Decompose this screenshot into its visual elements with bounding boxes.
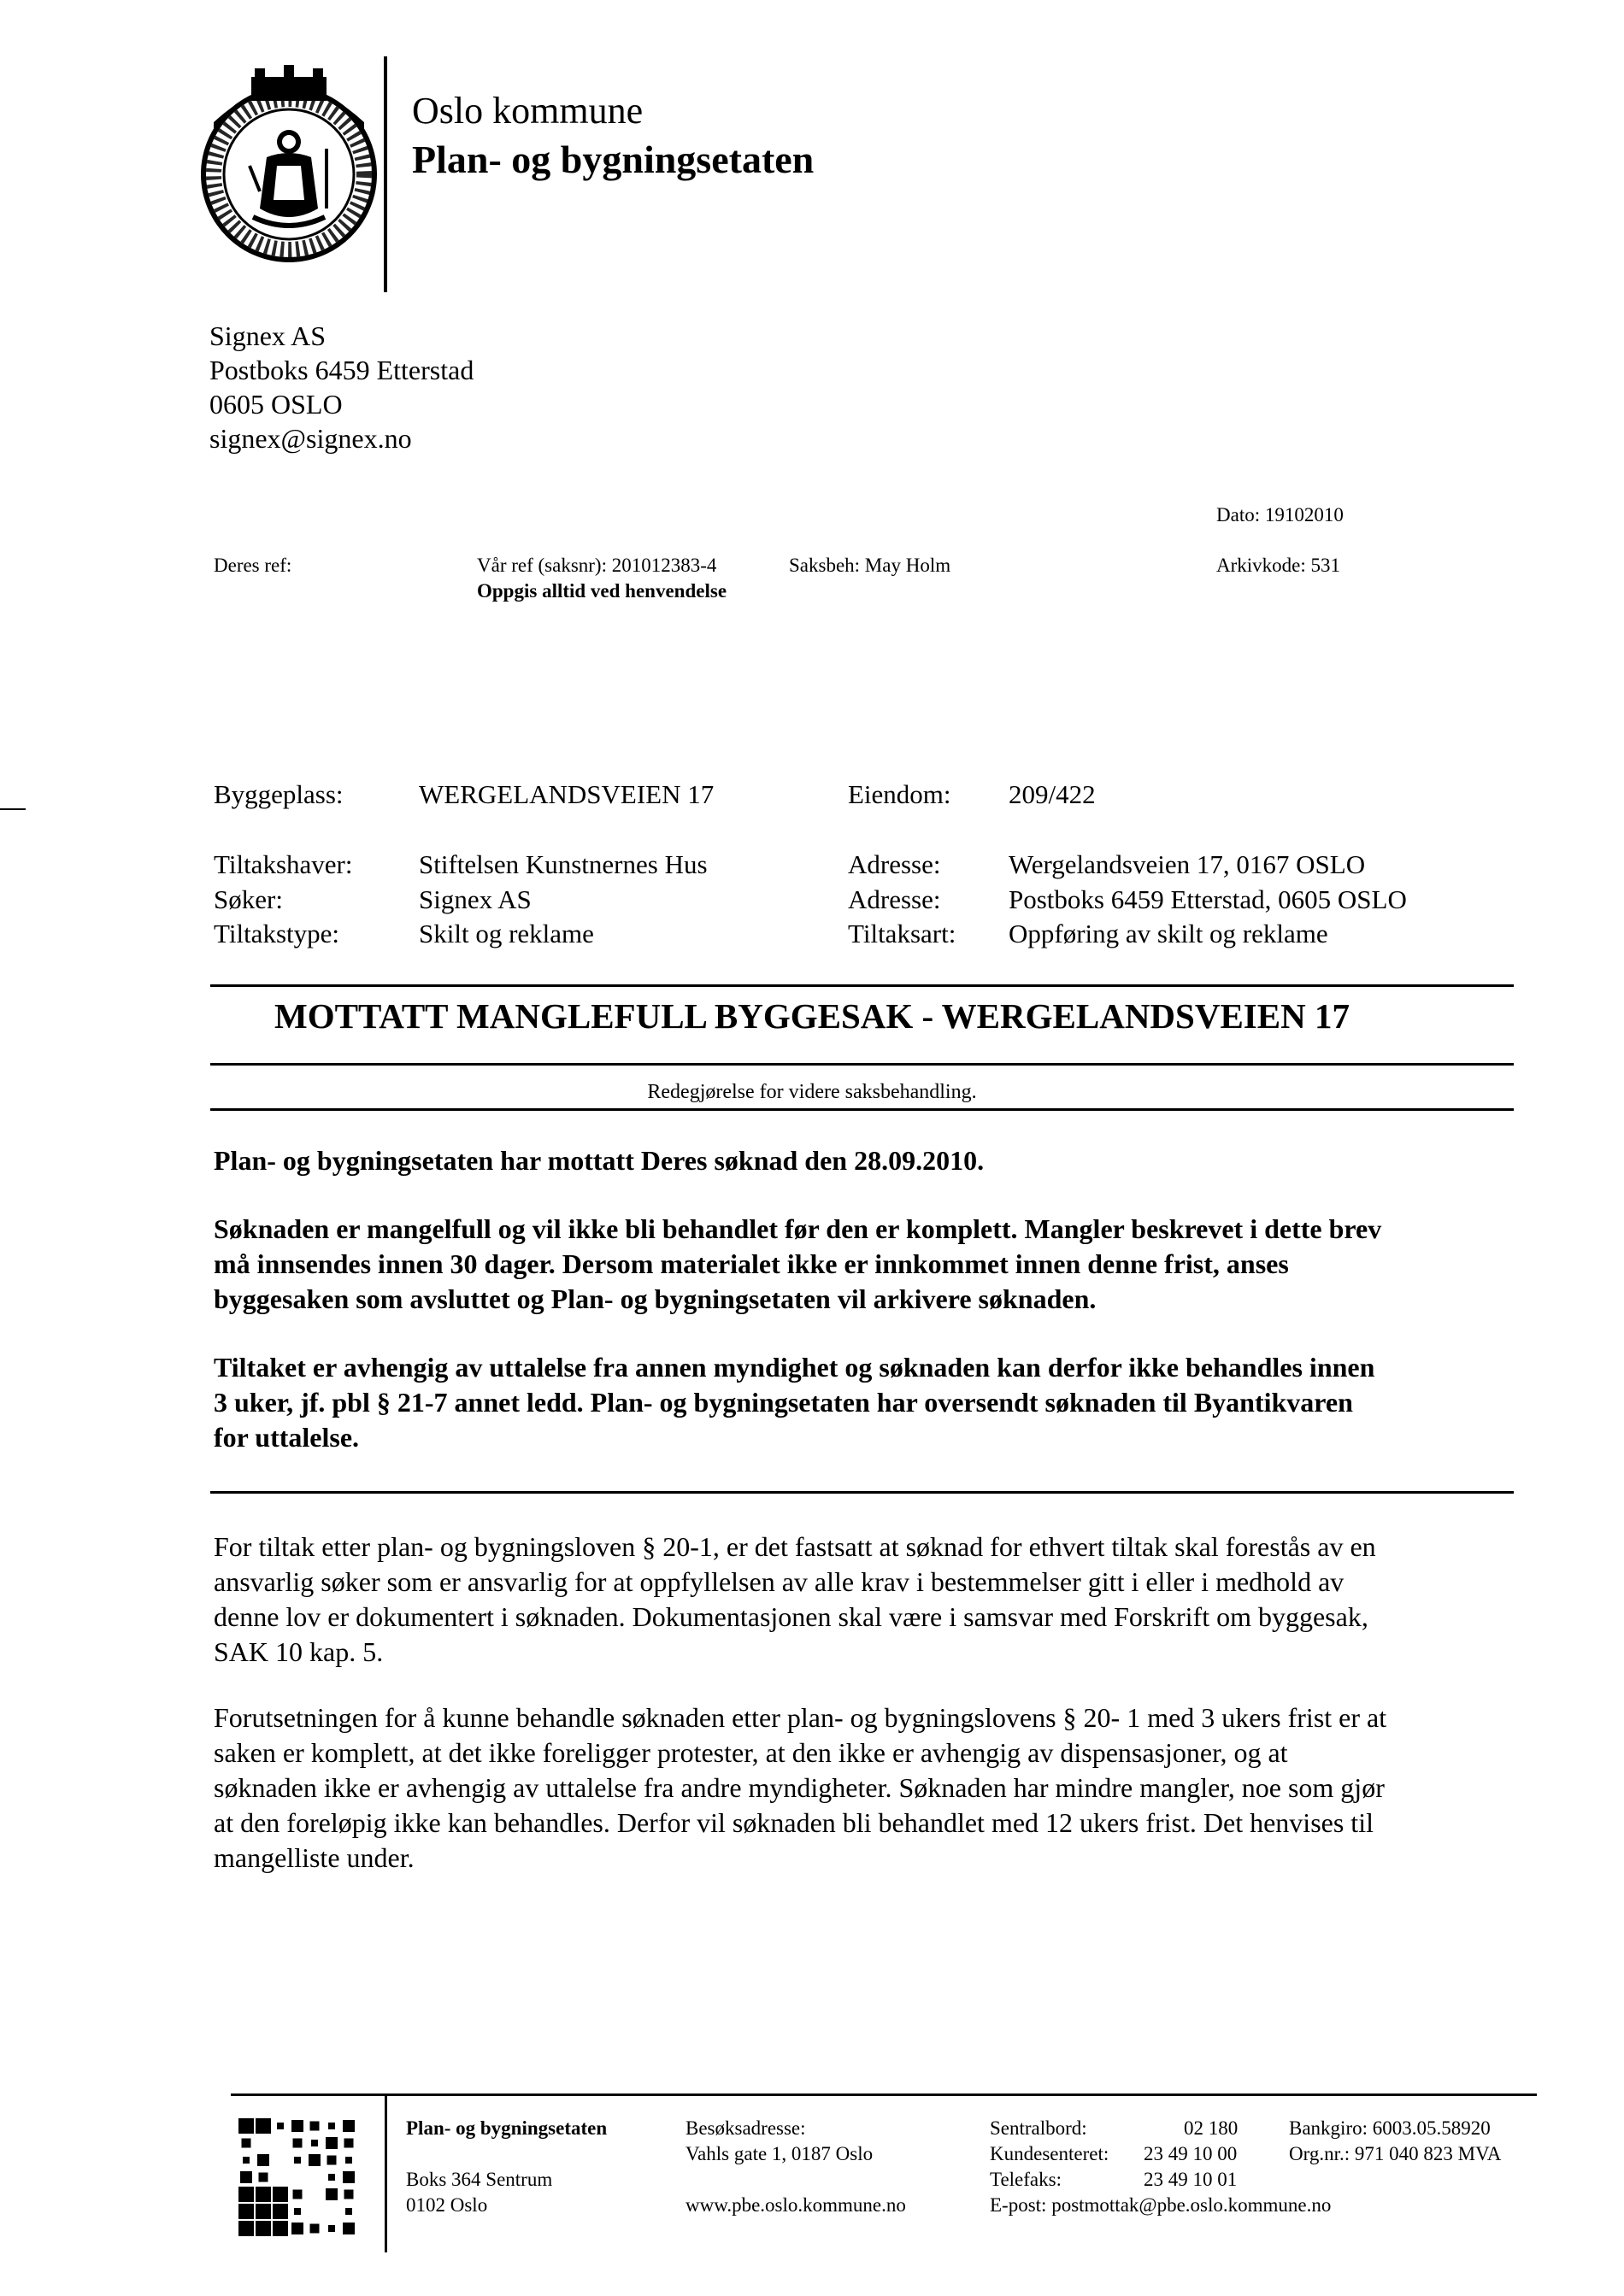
paragraph-line: byggesaken som avsluttet og Plan- og bygningsetaten vil arkivere søknaden. [214, 1283, 1097, 1314]
value-eiendom: 209/422 [1009, 779, 1096, 809]
label-adresse-1: Adresse: [848, 849, 941, 879]
label-tiltaksart: Tiltaksart: [848, 919, 956, 948]
logo-square [344, 2139, 354, 2148]
value-tiltaksart: Oppføring av skilt og reklame [1009, 919, 1328, 948]
paragraph-authority [214, 1350, 1513, 1455]
fold-mark [0, 808, 26, 810]
value-adresse-1: Wergelandsveien 17, 0167 OSLO [1009, 849, 1366, 879]
municipality-name: Oslo kommune [412, 90, 644, 132]
paragraph-line: at den foreløpig ikke kan behandles. Derfor vil søknaden bli behandlet med 12 ukers frist. Det henvises til [214, 1807, 1374, 1838]
recipient-email: signex@signex.no [209, 423, 412, 454]
logo-square [256, 2118, 271, 2134]
paragraph-line: denne lov er dokumentert i søknaden. Dokumentasjonen skal være i samsvar med Forskrift om byggesak, [214, 1601, 1368, 1632]
letter-subtitle: Redegjørelse for videre saksbehandling. [647, 1081, 977, 1103]
title-bottom-rule [210, 1063, 1514, 1066]
logo-square [343, 2171, 355, 2183]
paragraph-line: mangelliste under. [214, 1842, 415, 1873]
footer-visit-label: Besøksadresse: [685, 2117, 806, 2139]
footer-telefaks: 23 49 10 01 [1144, 2169, 1238, 2190]
paragraph-line: Forutsetningen for å kunne behandle søknaden etter plan- og bygningslovens § 20- 1 med 3 ukers frist er at [214, 1702, 1387, 1733]
logo-square [256, 2221, 271, 2236]
logo-square [328, 2123, 335, 2129]
logo-square [326, 2137, 338, 2149]
footer-telefaks-label: Telefaks: [990, 2169, 1062, 2190]
footer-sentralbord: 02 180 [1184, 2117, 1239, 2139]
logo-square [257, 2154, 269, 2166]
paragraph-line: ansvarlig søker som er ansvarlig for at oppfyllelsen av alle krav i bestemmelser gitt i eller i medhold av [214, 1566, 1345, 1597]
logo-square [273, 2221, 288, 2236]
logo-square [310, 2122, 320, 2131]
logo-square [343, 2223, 355, 2234]
footer-sentralbord-label: Sentralbord: [990, 2117, 1087, 2139]
recipient-address: Postboks 6459 Etterstad [209, 355, 474, 385]
footer-postal: 0102 Oslo [406, 2194, 488, 2216]
body-rule [210, 1491, 1514, 1494]
logo-square [242, 2139, 251, 2148]
paragraph-conditions [214, 1700, 1513, 1876]
subtitle-rule [210, 1108, 1514, 1111]
footer-visit-address: Vahls gate 1, 0187 Oslo [685, 2143, 874, 2164]
logo-square [238, 2204, 254, 2219]
logo-square [293, 2139, 303, 2148]
paragraph-line: må innsendes innen 30 dager. Dersom materialet ikke er innkommet innen denne frist, anses [214, 1248, 1289, 1279]
footer-box: Boks 364 Sentrum [406, 2169, 553, 2190]
paragraph-line: Søknaden er mangelfull og vil ikke bli behandlet før den er komplett. Mangler beskrevet i dette brev [214, 1213, 1382, 1244]
paragraph-line: Tiltaket er avhengig av uttalelse fra annen myndighet og søknaden kan derfor ikke behandles innen [214, 1352, 1375, 1383]
paragraph-line: SAK 10 kap. 5. [214, 1636, 384, 1667]
var-ref-note: Oppgis alltid ved henvendelse [477, 580, 727, 602]
logo-square [309, 2154, 321, 2166]
label-eiendom: Eiendom: [848, 779, 951, 809]
title-top-rule [210, 984, 1514, 987]
footer-email: E-post: postmottak@pbe.oslo.kommune.no [990, 2194, 1332, 2216]
logo-square [328, 2174, 335, 2181]
logo-square [310, 2224, 320, 2234]
logo-square [326, 2188, 338, 2200]
logo-square [345, 2157, 352, 2164]
footer-website: www.pbe.oslo.kommune.no [685, 2194, 906, 2216]
value-adresse-2: Postboks 6459 Etterstad, 0605 OSLO [1009, 884, 1407, 914]
footer-agency: Plan- og bygningsetaten [406, 2117, 608, 2139]
paragraph-line: For tiltak etter plan- og bygningsloven § 20-1, er det fastsatt at søknad for ethvert tiltak skal forestås av en [214, 1531, 1376, 1562]
logo-square [345, 2208, 352, 2215]
logo-square [311, 2140, 318, 2146]
paragraph-incomplete [214, 1212, 1513, 1317]
logo-square [243, 2157, 250, 2164]
paragraph-responsible [214, 1530, 1513, 1670]
paragraph-received [214, 1143, 1513, 1178]
logo-square [256, 2187, 271, 2202]
logo-square [273, 2187, 288, 2202]
logo-square [328, 2225, 335, 2232]
logo-square [238, 2118, 254, 2134]
archive-code: Arkivkode: 531 [1216, 555, 1341, 576]
label-adresse-2: Adresse: [848, 884, 941, 914]
paragraph-line: for uttalelse. [214, 1422, 360, 1453]
value-soker: Signex AS [419, 884, 532, 914]
pbe-grid-logo [238, 2117, 357, 2237]
paragraph-line: Plan- og bygningsetaten har mottatt Deres søknad den 28.09.2010. [214, 1145, 985, 1176]
logo-square [293, 2190, 303, 2199]
footer-orgnr: Org.nr.: 971 040 823 MVA [1289, 2143, 1502, 2164]
logo-square [344, 2190, 354, 2199]
recipient-postal: 0605 OSLO [209, 389, 343, 420]
value-byggeplass: WERGELANDSVEIEN 17 [419, 779, 715, 809]
logo-square [277, 2123, 284, 2129]
paragraph-line: søknaden ikke er avhengig av uttalelse fra andre myndigheter. Søknaden har mindre mangler, noe som gjør [214, 1772, 1385, 1803]
logo-square [238, 2221, 254, 2236]
label-soker: Søker: [214, 884, 283, 914]
logo-square [291, 2223, 303, 2234]
letter-title: MOTTATT MANGLEFULL BYGGESAK - WERGELANDSVEIEN 17 [274, 996, 1350, 1036]
label-tiltakshaver: Tiltakshaver: [214, 849, 353, 879]
paragraph-line: 3 uker, jf. pbl § 21-7 annet ledd. Plan- og bygningsetaten har oversendt søknaden til Byantikvaren [214, 1387, 1353, 1418]
header-divider [384, 56, 387, 292]
logo-square [327, 2156, 337, 2165]
recipient-name: Signex AS [209, 320, 327, 351]
logo-square [256, 2204, 271, 2219]
agency-name: Plan- og bygningsetaten [412, 138, 815, 181]
value-tiltakshaver: Stiftelsen Kunstnernes Hus [419, 849, 708, 879]
paragraph-line: saken er komplett, at det ikke foreligger protester, at den ikke er avhengig av dispensasjoner, og at [214, 1737, 1288, 1768]
logo-square [240, 2171, 252, 2183]
logo-square [259, 2173, 268, 2182]
logo-square [343, 2120, 355, 2132]
footer-rule [231, 2093, 1537, 2096]
footer-kundesenter: 23 49 10 00 [1144, 2143, 1238, 2164]
logo-square [294, 2157, 301, 2164]
letter-date: Dato: 19102010 [1216, 504, 1344, 526]
footer-divider [385, 2093, 387, 2252]
logo-square [273, 2204, 288, 2219]
deres-ref: Deres ref: [214, 555, 292, 576]
logo-square [291, 2120, 303, 2132]
footer-kundesenter-label: Kundesenteret: [990, 2143, 1109, 2164]
var-ref: Vår ref (saksnr): 201012383-4 [477, 555, 717, 576]
value-tiltakstype: Skilt og reklame [419, 919, 594, 948]
label-byggeplass: Byggeplass: [214, 779, 344, 809]
label-tiltakstype: Tiltakstype: [214, 919, 339, 948]
case-officer: Saksbeh: May Holm [789, 555, 951, 576]
logo-square [294, 2208, 301, 2215]
oslo-seal-logo [198, 63, 380, 273]
footer-bankgiro: Bankgiro: 6003.05.58920 [1289, 2117, 1491, 2139]
logo-square [238, 2187, 254, 2202]
